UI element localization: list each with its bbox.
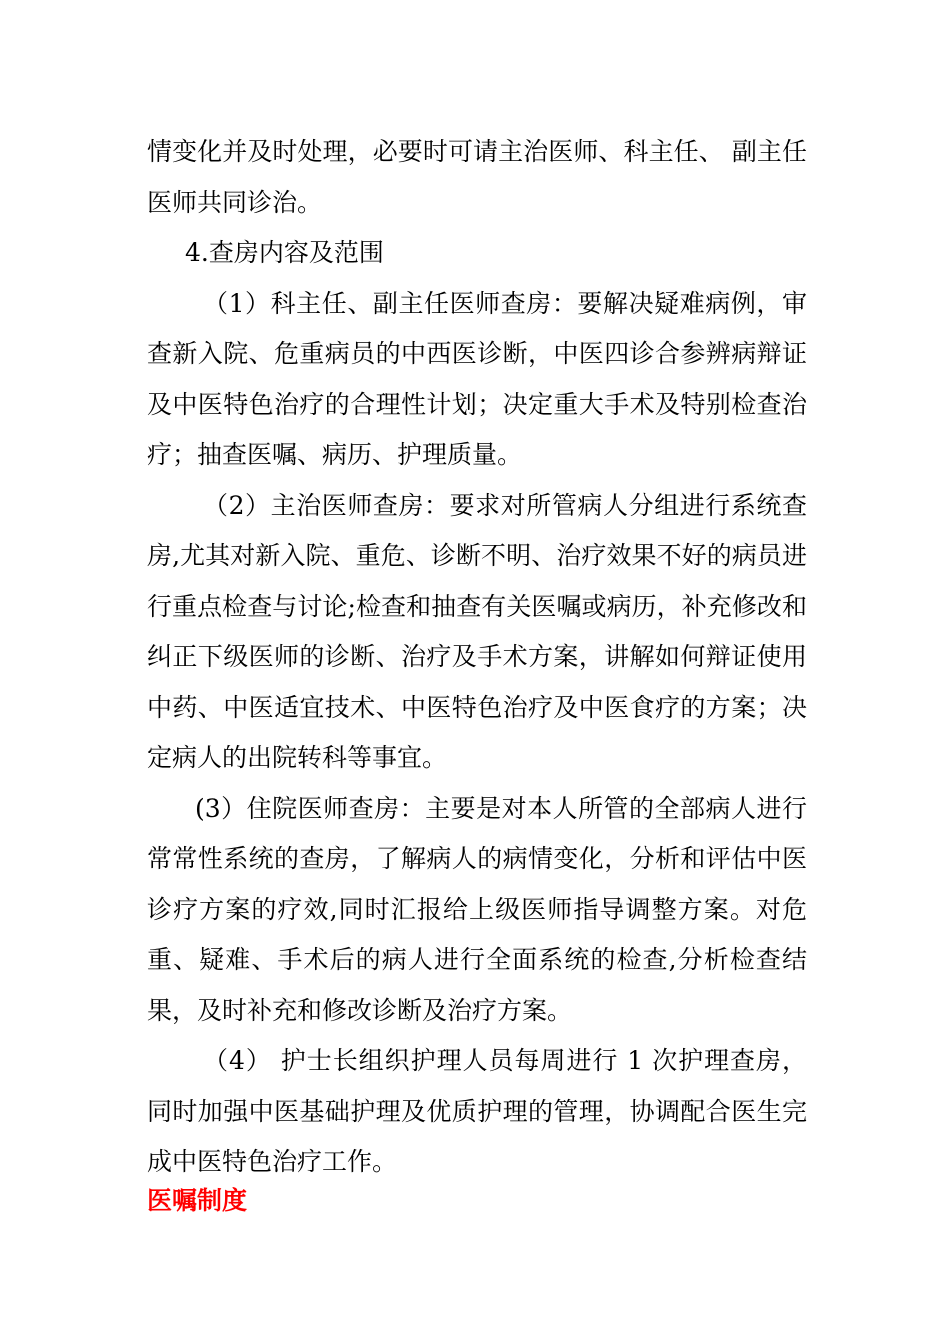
document-body [147, 127, 807, 1188]
paragraph-subheading: 4.查房内容及范围 [185, 238, 384, 267]
paragraph-item-4: （4） 护士长组织护理人员每周进行 1 次护理查房，同时加强中医基础护理及优质护理的管理，协调配合医生完成中医特色治疗工作。 [147, 1046, 807, 1176]
paragraph-item-2: （2）主治医师查房：要求对所管病人分组进行系统查房,尤其对新入院、重危、诊断不明、治疗效果不好的病员进行重点检查与讨论;检查和抽查有关医嘱或病历，补充修改和纠正下级医师的诊断、治疗及手术方案，讲解如何辩证使用中药、中医适宜技术、中医特色治疗及中医食疗的方案；决定病人的出院转科等事宜。 [147, 490, 807, 772]
paragraph-item-1: （1）科主任、副主任医师查房：要解决疑难病例，审查新入院、危重病员的中西医诊断，中医四诊合参辨病辩证及中医特色治疗的合理性计划；决定重大手术及特别检查治疗；抽查医嘱、病历、护理质量。 [147, 288, 807, 469]
section-heading: 医嘱制度 [147, 1186, 248, 1215]
paragraph-item-3: (3）住院医师查房：主要是对本人所管的全部病人进行常常性系统的查房，了解病人的病情变化，分析和评估中医诊疗方案的疗效,同时汇报给上级医师指导调整方案。对危重、疑难、手术后的病人进行全面系统的检查,分析检查结果，及时补充和修改诊断及治疗方案。 [147, 793, 807, 1025]
paragraph-continuation: 情变化并及时处理，必要时可请主治医师、科主任、 副主任医师共同诊治。 [147, 137, 807, 217]
